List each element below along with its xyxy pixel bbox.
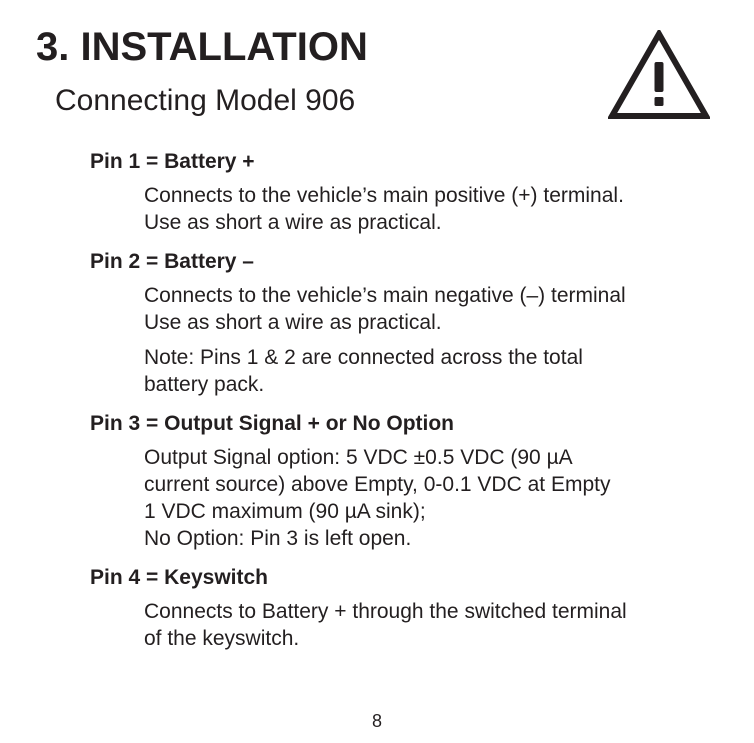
pin-3-description — [144, 444, 610, 552]
pin-2-description — [144, 282, 626, 336]
pin-3-line-4: No Option: Pin 3 is left open. — [144, 527, 412, 550]
pin-1-section — [90, 149, 624, 236]
pin-3-line-1: Output Signal option: 5 VDC ±0.5 VDC (90 µA — [144, 446, 573, 469]
pin-4-line-2: of the keyswitch. — [144, 627, 300, 650]
pin-2-note-line-2: battery pack. — [144, 373, 265, 396]
pin-2-section — [90, 249, 626, 398]
pin-4-line-1: Connects to Battery + through the switched terminal — [144, 600, 627, 623]
pin-3-section — [90, 411, 610, 552]
pin-4-heading: Pin 4 = Keyswitch — [90, 566, 268, 589]
page-number: 8 — [371, 711, 382, 731]
pin-2-line-2: Use as short a wire as practical. — [144, 311, 442, 334]
pin-3-line-3: 1 VDC maximum (90 µA sink); — [144, 500, 426, 523]
pin-1-description — [144, 182, 624, 236]
pin-2-line-1: Connects to the vehicle’s main negative (–) terminal — [144, 284, 626, 307]
pin-3-line-2: current source) above Empty, 0-0.1 VDC at Empty — [144, 473, 611, 496]
pin-2-note — [144, 344, 626, 398]
warning-icon — [608, 30, 710, 120]
pin-4-description — [144, 598, 627, 652]
section-subtitle: Connecting Model 906 — [55, 84, 356, 117]
pin-2-note-line-1: Note: Pins 1 & 2 are connected across the total — [144, 346, 583, 369]
section-title: 3. INSTALLATION — [36, 25, 368, 69]
pin-1-heading: Pin 1 = Battery + — [90, 150, 255, 173]
pin-2-heading: Pin 2 = Battery – — [90, 250, 254, 273]
pin-1-line-1: Connects to the vehicle’s main positive (+) terminal. — [144, 184, 624, 207]
pin-3-heading: Pin 3 = Output Signal + or No Option — [90, 412, 455, 435]
pin-4-section — [90, 565, 627, 652]
pin-1-line-2: Use as short a wire as practical. — [144, 211, 442, 234]
